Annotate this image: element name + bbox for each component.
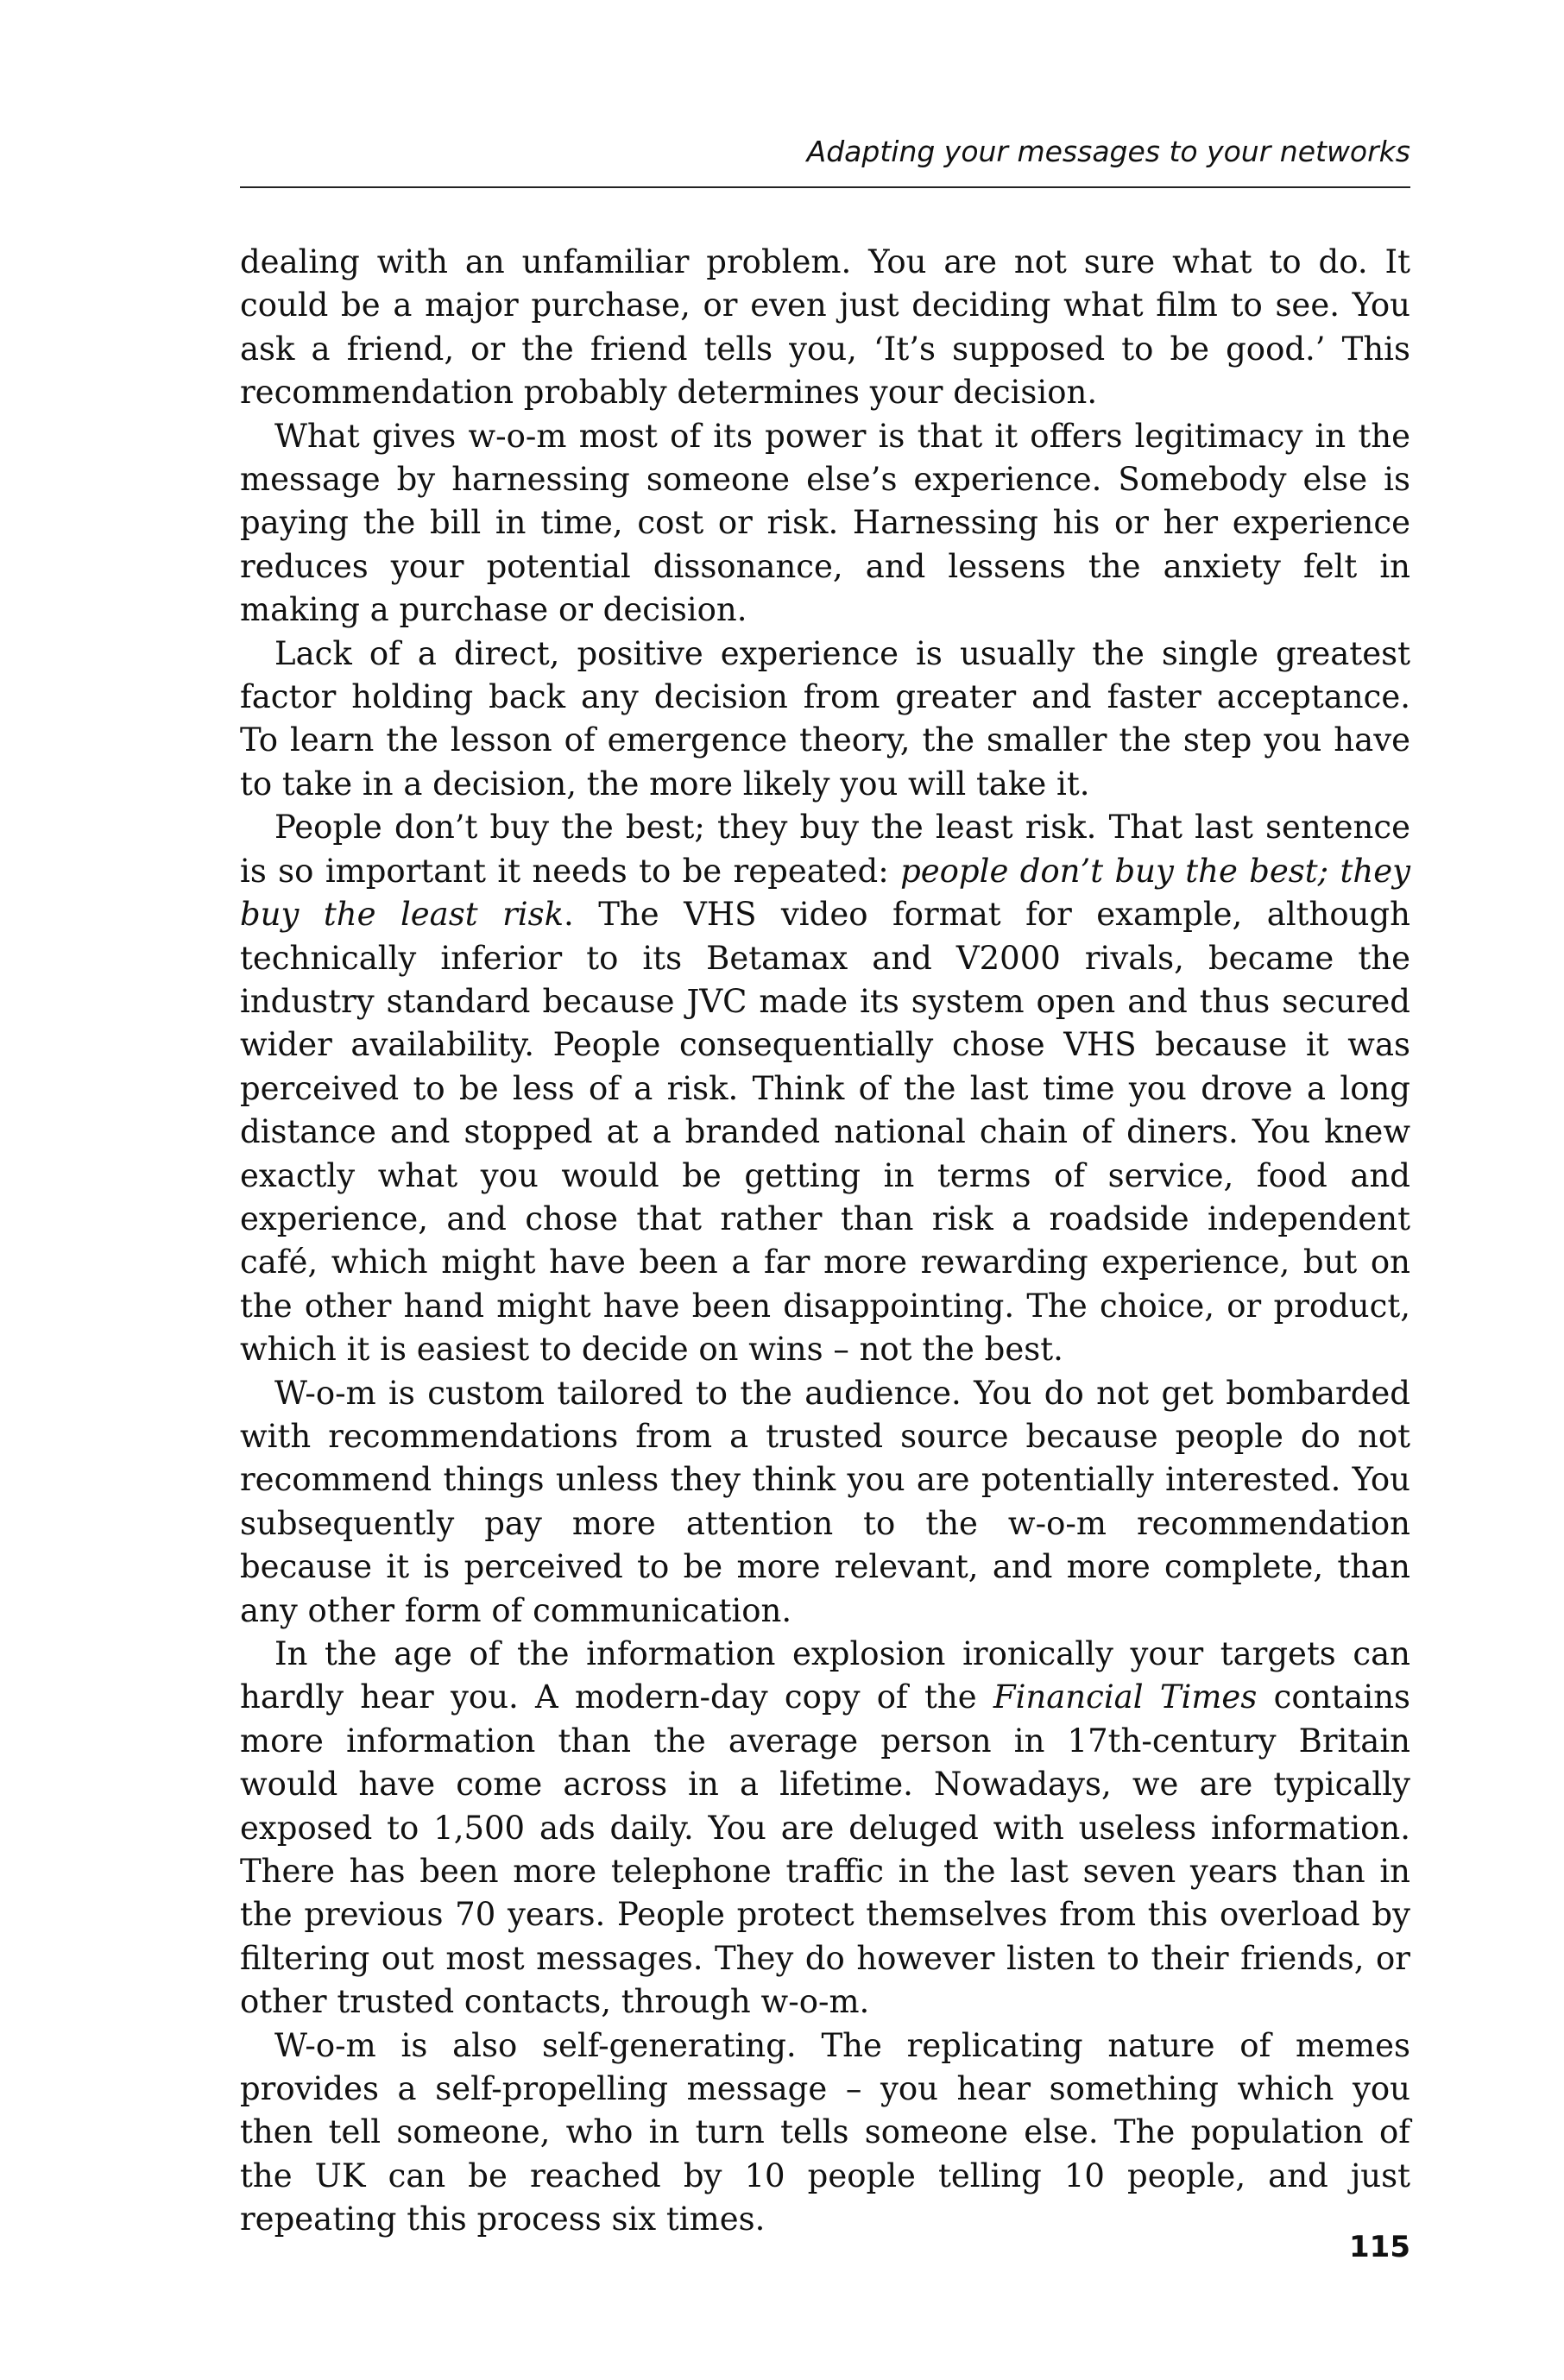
paragraph-4-text-before: People don’t buy the best; they buy the least risk. That last sentence is so important it needs to be repeated: — [240, 809, 1410, 890]
paragraph-6 — [240, 1633, 1410, 2024]
paragraph-4-italic-phrase: people don’t buy the best; they buy the least risk — [240, 852, 1410, 934]
paragraph-6-italic-title: Financial Times — [993, 1678, 1258, 1716]
paragraph-4 — [240, 806, 1410, 1371]
paragraph-4-text-after: . The VHS video format for example, although technically inferior to its Betamax and V2000 rivals, became the industry standard because JVC made its system open and thus secured wider availability. People consequentially chose VHS because it was perceived to be less of a risk. Think of the last time you drove a long distance and stopped at a branded national chain of diners. You knew exactly what you would be getting in terms of service, food and experience, and chose that rather than risk a roadside independent café, which might have been a far more rewarding experience, but on the other hand might have been disappointing. The choice, or product, which it is easiest to decide on wins – not the best. — [240, 896, 1410, 1369]
header-rule — [240, 186, 1410, 188]
paragraph-7: W-o-m is also self-generating. The replicating nature of memes provides a self-propelling message – you hear something which you then tell someone, who in turn tells someone else. The population of the UK can be reached by 10 people telling 10 people, and just repeating this process six times. — [240, 2026, 1410, 2238]
page-number: 115 — [1349, 2230, 1410, 2264]
paragraph-3: Lack of a direct, positive experience is usually the single greatest factor holding back any decision from greater and faster acceptance. To learn the lesson of emergence theory, the smaller the step you have to take in a decision, the more likely you will take it. — [240, 634, 1410, 803]
paragraph-6-text-before: In the age of the information explosion ironically your targets can hardly hear you. A modern-day copy of the — [240, 1635, 1410, 1716]
paragraph-1: dealing with an unfamiliar problem. You are not sure what to do. It could be a major purchase, or even just deciding what film to see. You ask a friend, or the friend tells you, ‘It’s supposed to be good.’ This recommendation probably determines your decision. — [240, 243, 1410, 412]
paragraph-5: W-o-m is custom tailored to the audience. You do not get bombarded with recommendations from a trusted source because people do not recommend things unless they think you are potentially interested. You subsequently pay more attention to the w-o-m recommendation because it is perceived to be more relevant, and more complete, than any other form of communication. — [240, 1374, 1410, 1629]
running-head: Adapting your messages to your networks — [806, 135, 1410, 168]
paragraph-6-text-after: contains more information than the average person in 17th-century Britain would have come across in a lifetime. Nowadays, we are typically exposed to 1,500 ads daily. You are deluged with useless information. There has been more telephone traffic in the last seven years than in the previous 70 years. People protect themselves from this overload by filtering out most messages. They do however listen to their friends, or other trusted contacts, through w-o-m. — [240, 1678, 1411, 2021]
paragraph-2: What gives w-o-m most of its power is that it offers legitimacy in the message by harnessing someone else’s experience. Somebody else is paying the bill in time, cost or risk. Harnessing his or her experience reduces your potential dissonance, and lessens the anxiety felt in making a purchase or decision. — [240, 417, 1410, 629]
body-text — [240, 241, 1410, 2242]
